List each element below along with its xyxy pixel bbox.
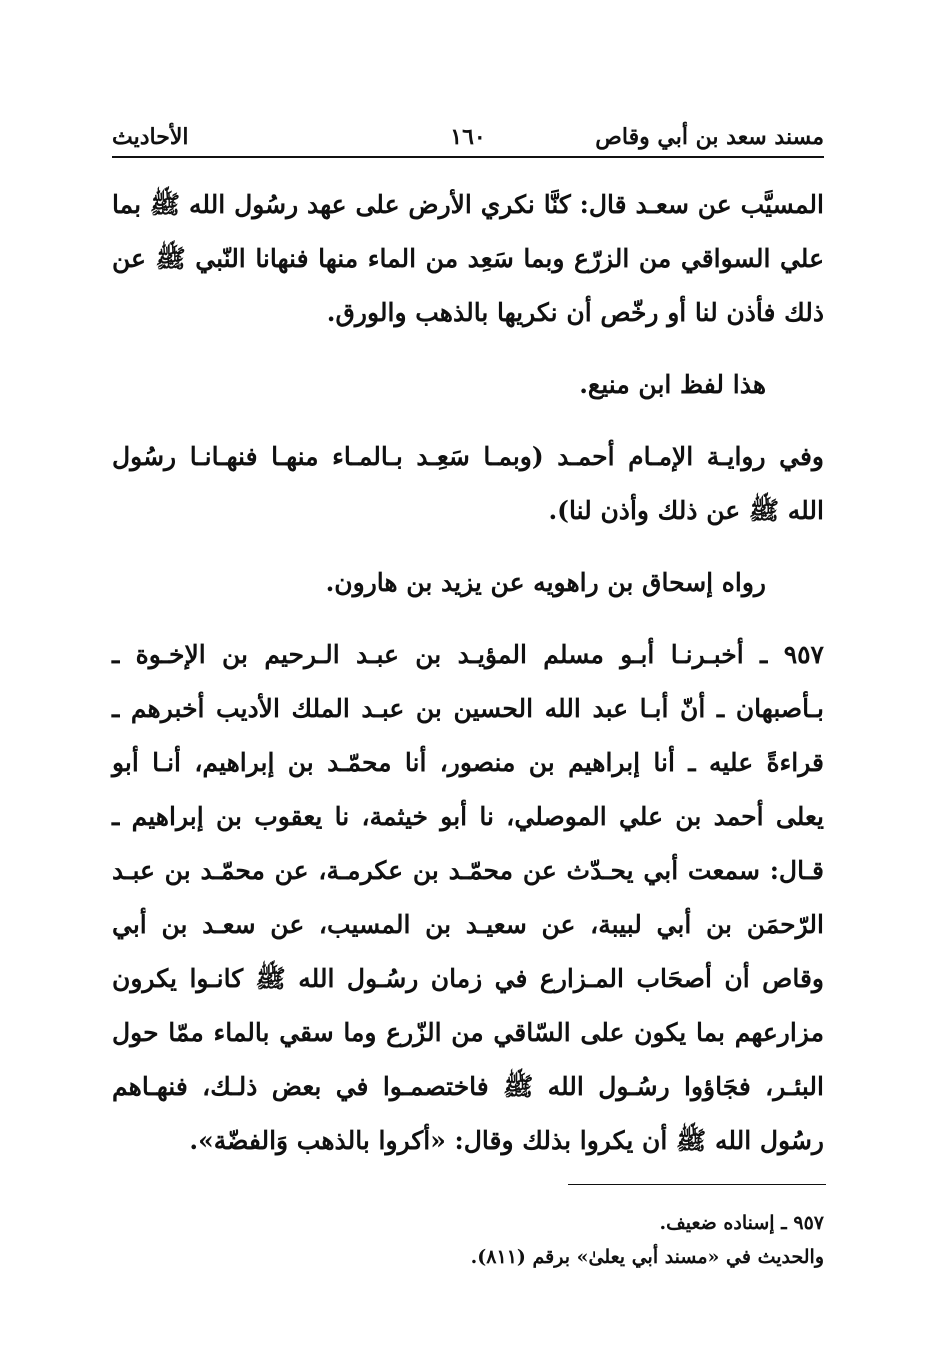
main-text	[112, 178, 824, 1168]
header-book-title: مسند سعد بن أبي وقاص	[595, 124, 824, 150]
footnote-957-reference: والحديث في «مسند أبي يعلىٰ» برقم (٨١١).	[470, 1246, 824, 1268]
paragraph-hadith-957: ٩٥٧ ـ أخبـرنـا أبـو مسلم المؤيـد بن عبـد الـرحيم بن الإخـوة ـ بـأصبهان ـ أنّ أبـا عبد الله الحسين بن عبـد الملك الأديب أخبرهم ـ قراءةً عليه ـ أنا إبراهيم بن منصور، أنا محمّـد بن إبراهيم، أنـا أبو يعلى أحمد بن علي الموصلي، نا أبو خيثمة، نا يعقوب بن إبراهيم ـ قـال: سمعت أبي يحـدّث عن محمّـد بن عكرمـة، عن محمّـد بن عبـد الرّحمَن بن أبي لبيبة، عن سعيـد بن المسيب، عن سعـد بن أبي وقاص أن أصحَاب المـزارع في زمان رسُـول الله ﷺ كانـوا يكرون مزارعهم بما يكون على السّاقي من الزّرع وما سقي بالماء ممّا حول البئـر، فجَاؤوا رسُـول الله ﷺ فاختصمـوا في بعض ذلـك، فنهـاهم رسُول الله ﷺ أن يكروا بذلك وقال: «أكروا بالذهب وَالفضّة».	[112, 640, 824, 1155]
page-number: ١٦٠	[450, 124, 486, 150]
paragraph-hadith-continuation: المسيَّب عن سعـد قال: كنَّا نكري الأرض على عهد رسُول الله ﷺ بما علي السواقي من الزرّع وبما سَعِد من الماء منها فنهانا النّبي ﷺ عن ذلك فأذن لنا أو رخّص أن نكريها بالذهب والورق.	[112, 190, 824, 327]
footnotes	[112, 1206, 824, 1274]
paragraph-wording-note: هذا لفظ ابن منيع.	[579, 370, 766, 399]
running-header	[112, 118, 824, 154]
header-divider	[112, 156, 824, 158]
footnote-957-chain: ٩٥٧ ـ إسناده ضعيف.	[659, 1212, 824, 1234]
footnote-divider	[568, 1184, 826, 1185]
paragraph-ishaq-narration: رواه إسحاق بن راهويه عن يزيد بن هارون.	[325, 568, 766, 597]
paragraph-ahmad-narration: وفي روايـة الإمـام أحمـد (وبمـا سَعِـد بـالمـاء منهـا فنهـانـا رسُول الله ﷺ عن ذلك وأذن لنا).	[112, 442, 824, 525]
header-section-title: الأحاديث	[112, 124, 189, 150]
